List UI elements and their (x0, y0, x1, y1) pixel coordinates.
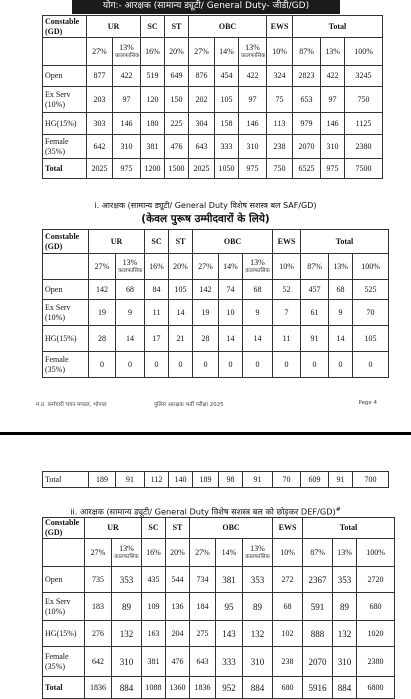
table1-head-constable: Constable (GD) (43, 16, 87, 38)
table1-head-obc: OBC (189, 16, 267, 38)
cell: 457 (301, 280, 329, 300)
cell: 591 (303, 593, 333, 621)
cell: 89 (112, 593, 142, 621)
table1-pct: 27% (189, 38, 215, 66)
cell: 310 (333, 647, 357, 677)
cell: 2380 (357, 647, 395, 677)
footer-left: म.प्र. कर्मचारी चयन मण्डल, भोपाल (36, 402, 107, 408)
cell: 140 (169, 472, 193, 488)
row-label: HG(15%) (43, 621, 85, 647)
table1-pct: 27% (87, 38, 113, 66)
table1-pct: 16% (141, 38, 165, 66)
cell: 680 (273, 677, 303, 699)
cell: 17 (145, 326, 169, 352)
cell: 649 (165, 66, 189, 87)
table1-subnote: कालफासिक (115, 53, 140, 59)
table4-heading-mark: # (335, 506, 341, 513)
cell: 272 (273, 567, 303, 593)
cell: 0 (353, 352, 389, 378)
table2-head-ur: UR (89, 230, 145, 254)
cell: 70 (353, 300, 389, 326)
cell: 163 (142, 621, 166, 647)
cell: 519 (141, 66, 165, 87)
cell: 68 (243, 280, 273, 300)
table1-pct: 14% (215, 38, 239, 66)
cell: 132 (112, 621, 142, 647)
footer-center: पुलिस आरक्षक भर्ती परीक्षा 2025 (154, 402, 224, 408)
cell: 52 (273, 280, 301, 300)
cell: 2380 (345, 135, 383, 159)
cell: 89 (333, 593, 357, 621)
table2-row-female (43, 352, 389, 378)
table1-pct: 13% (321, 38, 345, 66)
table4-pct (112, 539, 142, 567)
table4-pct: 14% (216, 539, 243, 567)
cell: 97 (321, 87, 345, 113)
table2-pct (243, 254, 273, 280)
cell: 120 (141, 87, 165, 113)
table2-head-obc: OBC (193, 230, 273, 254)
cell: 1050 (215, 159, 239, 179)
cell: 884 (112, 677, 142, 699)
table4-heading (0, 504, 411, 518)
cell: 91 (116, 472, 145, 488)
table1-row-hg (43, 113, 383, 135)
cell: 184 (190, 593, 216, 621)
table4-pct (243, 539, 273, 567)
cell: 150 (165, 87, 189, 113)
cell: 0 (89, 352, 116, 378)
cell: 7500 (345, 159, 383, 179)
cell: 158 (215, 113, 239, 135)
table2-pct-value: 13% (250, 258, 265, 267)
table4-pct: 20% (166, 539, 190, 567)
cell: 95 (216, 593, 243, 621)
table1-head-ews: EWS (267, 16, 293, 38)
table4-head-total: Total (303, 518, 395, 539)
cell: 113 (267, 113, 293, 135)
cell: 2025 (87, 159, 113, 179)
cell: 143 (216, 621, 243, 647)
cell: 105 (353, 326, 389, 352)
cell: 525 (353, 280, 389, 300)
cell: 11 (273, 326, 301, 352)
cell: 9 (116, 300, 145, 326)
cell: 422 (321, 66, 345, 87)
cell: 202 (189, 87, 215, 113)
cell: 5916 (303, 677, 333, 699)
table2-pct: 10% (273, 254, 301, 280)
table2-head-ews: EWS (273, 230, 301, 254)
cell: 9 (243, 300, 273, 326)
cell: 975 (321, 159, 345, 179)
cell: 609 (301, 472, 329, 488)
cell: 2025 (189, 159, 215, 179)
cell: 435 (142, 567, 166, 593)
table4-row-exserv (43, 593, 395, 621)
cell: 238 (273, 647, 303, 677)
cell: 876 (189, 66, 215, 87)
row-label: Female (35%) (43, 352, 89, 378)
table1-pct (239, 38, 267, 66)
cell: 3245 (345, 66, 383, 87)
table2-pct: 14% (219, 254, 243, 280)
cell: 353 (333, 567, 357, 593)
cell: 310 (239, 135, 267, 159)
cell: 700 (353, 472, 389, 488)
cell: 381 (141, 135, 165, 159)
cell: 1360 (166, 677, 190, 699)
table1-row-total (43, 159, 383, 179)
cell: 422 (113, 66, 141, 87)
cell: 109 (142, 593, 166, 621)
table4-head-ews: EWS (273, 518, 303, 539)
cell: 98 (219, 472, 243, 488)
row-label: Open (43, 66, 87, 87)
table2-pct-row (43, 254, 389, 280)
cell: 28 (193, 326, 219, 352)
row-label: Ex Serv (10%) (43, 593, 85, 621)
table1-pct: 20% (165, 38, 189, 66)
table2-pct: 100% (353, 254, 389, 280)
table4-head-obc: OBC (190, 518, 273, 539)
cell: 1500 (165, 159, 189, 179)
cell: 14 (116, 326, 145, 352)
table4-subnote: कालफासिक (114, 554, 139, 560)
cell: 180 (141, 113, 165, 135)
row-label: Female (35%) (43, 135, 87, 159)
cell: 888 (303, 621, 333, 647)
cell: 476 (165, 135, 189, 159)
cell: 975 (113, 159, 141, 179)
table4-pct-row (43, 539, 395, 567)
row-label: Ex Serv (10%) (43, 87, 87, 113)
table1-row-exserv (43, 87, 383, 113)
cell: 333 (216, 647, 243, 677)
cell: 142 (89, 280, 116, 300)
table2-subheading: (केवल पुरूष उम्मीदवारों के लिये) (141, 213, 270, 225)
table4 (42, 517, 395, 699)
cell: 14 (219, 326, 243, 352)
page-separator (0, 418, 411, 438)
document-page-2 (0, 438, 411, 691)
table1-pct: 100% (345, 38, 383, 66)
cell: 102 (273, 621, 303, 647)
table4-pct: 87% (303, 539, 333, 567)
table2-row-exserv (43, 300, 389, 326)
cell: 225 (165, 113, 189, 135)
table2-head-sc: SC (145, 230, 169, 254)
cell: 136 (166, 593, 190, 621)
cell: 310 (112, 647, 142, 677)
cell: 0 (273, 352, 301, 378)
cell: 952 (216, 677, 243, 699)
table1-head-st: ST (165, 16, 189, 38)
cell: 1125 (345, 113, 383, 135)
table2-head-st: ST (169, 230, 193, 254)
cell: 1836 (190, 677, 216, 699)
cell: 19 (193, 300, 219, 326)
cell: 544 (166, 567, 190, 593)
table1-head-total: Total (293, 16, 383, 38)
table2-pct-value: 13% (122, 258, 138, 267)
cell: 97 (239, 87, 267, 113)
row-label: Ex Serv (10%) (43, 300, 89, 326)
cell: 735 (85, 567, 112, 593)
cell: 112 (145, 472, 169, 488)
row-label: HG(15%) (43, 113, 87, 135)
cell: 877 (87, 66, 113, 87)
cell: 146 (239, 113, 267, 135)
cell: 84 (145, 280, 169, 300)
cell: 189 (89, 472, 116, 488)
table2-head-total: Total (301, 230, 389, 254)
table4-pct: 100% (357, 539, 395, 567)
cell: 14 (329, 326, 353, 352)
cell: 70 (273, 472, 301, 488)
cell: 353 (243, 567, 273, 593)
cell: 21 (169, 326, 193, 352)
row-label: Total (43, 159, 87, 179)
table2-pct: 13% (329, 254, 353, 280)
cell: 324 (267, 66, 293, 87)
cell: 276 (85, 621, 112, 647)
table4-pct-blank (43, 539, 85, 567)
table2-subnote: कालफासिक (245, 268, 270, 274)
table1-head-sc: SC (141, 16, 165, 38)
cell: 0 (145, 352, 169, 378)
cell: 750 (345, 87, 383, 113)
cell: 142 (193, 280, 219, 300)
cell: 89 (243, 593, 273, 621)
cell: 6525 (293, 159, 321, 179)
cell: 105 (215, 87, 239, 113)
table2-pct: 20% (169, 254, 193, 280)
table4-head-sc: SC (142, 518, 166, 539)
table1-pct (113, 38, 141, 66)
cell: 1200 (141, 159, 165, 179)
cell: 68 (273, 593, 303, 621)
table4-row-female (43, 647, 395, 677)
cell: 91 (301, 326, 329, 352)
cell: 74 (219, 280, 243, 300)
cell: 979 (293, 113, 321, 135)
cell: 680 (357, 593, 395, 621)
table2-row-hg (43, 326, 389, 352)
cell: 0 (219, 352, 243, 378)
table4-head-ur: UR (85, 518, 142, 539)
table4-row-hg (43, 621, 395, 647)
table2-pct-blank (43, 254, 89, 280)
cell: 28 (89, 326, 116, 352)
cell: 642 (87, 135, 113, 159)
table4-head-st: ST (166, 518, 190, 539)
table2-pct: 87% (301, 254, 329, 280)
cell: 643 (190, 647, 216, 677)
cell: 91 (329, 472, 353, 488)
table2-pct (116, 254, 145, 280)
table3-row-total (43, 472, 389, 488)
table1-pct-row (43, 38, 383, 66)
cell: 0 (116, 352, 145, 378)
cell: 9 (329, 300, 353, 326)
table4-pct: 10% (273, 539, 303, 567)
cell: 97 (113, 87, 141, 113)
cell: 1836 (85, 677, 112, 699)
table2-head-constable: Constable (GD) (43, 230, 89, 254)
cell: 1020 (357, 621, 395, 647)
cell: 884 (333, 677, 357, 699)
row-label: Total (43, 472, 89, 488)
table2-heading: i. आरक्षक (सामान्य ड्यूटी/ General Duty विशेष सशस्त्र बल SAF/GD) (94, 201, 317, 210)
cell: 0 (329, 352, 353, 378)
cell: 14 (169, 300, 193, 326)
cell: 68 (329, 280, 353, 300)
row-label: Open (43, 567, 85, 593)
cell: 19 (89, 300, 116, 326)
cell: 68 (116, 280, 145, 300)
cell: 105 (169, 280, 193, 300)
table1 (42, 15, 383, 179)
cell: 381 (142, 647, 166, 677)
table1-row-female (43, 135, 383, 159)
row-label: Female (35%) (43, 647, 85, 677)
cell: 2720 (357, 567, 395, 593)
cell: 1088 (142, 677, 166, 699)
cell: 884 (243, 677, 273, 699)
table4-row-open (43, 567, 395, 593)
cell: 11 (145, 300, 169, 326)
cell: 146 (321, 113, 345, 135)
cell: 189 (193, 472, 219, 488)
cell: 353 (112, 567, 142, 593)
footer-page-number: Page 4 (358, 400, 377, 406)
cell: 310 (321, 135, 345, 159)
cell: 146 (113, 113, 141, 135)
table4-pct: 16% (142, 539, 166, 567)
cell: 476 (166, 647, 190, 677)
row-label: HG(15%) (43, 326, 89, 352)
table3-total (42, 471, 389, 488)
cell: 61 (301, 300, 329, 326)
cell: 642 (85, 647, 112, 677)
table2-subnote: कालफासिक (118, 268, 143, 274)
table1-pct-blank (43, 38, 87, 66)
table2-pct: 27% (193, 254, 219, 280)
table1-head-ur: UR (87, 16, 141, 38)
cell: 333 (215, 135, 239, 159)
table1-pct-value: 13% (245, 43, 260, 52)
cell: 310 (113, 135, 141, 159)
cell: 381 (216, 567, 243, 593)
table2-pct: 16% (145, 254, 169, 280)
cell: 750 (267, 159, 293, 179)
table4-head-constable: Constable (GD) (43, 518, 85, 539)
cell: 303 (87, 113, 113, 135)
cell: 2823 (293, 66, 321, 87)
table1-banner: योग:- आरक्षक (सामान्य ड्यूटी/ General Duty- जीडी/GD) (72, 0, 340, 14)
cell: 310 (243, 647, 273, 677)
cell: 14 (243, 326, 273, 352)
table2 (42, 229, 389, 378)
cell: 0 (243, 352, 273, 378)
cell: 275 (190, 621, 216, 647)
cell: 643 (189, 135, 215, 159)
cell: 132 (243, 621, 273, 647)
page-footer (36, 398, 377, 412)
cell: 975 (239, 159, 267, 179)
cell: 10 (219, 300, 243, 326)
table4-pct-value: 13% (119, 544, 134, 553)
cell: 75 (267, 87, 293, 113)
table2-header-row (43, 230, 389, 254)
table4-pct: 27% (85, 539, 112, 567)
cell: 734 (190, 567, 216, 593)
row-label: Total (43, 677, 85, 699)
cell: 204 (166, 621, 190, 647)
cell: 2070 (303, 647, 333, 677)
table4-pct-value: 13% (250, 544, 265, 553)
table4-heading-text: ii. आरक्षक (सामान्य ड्यूटी/ General Duty विशेष सशस्त्र बल को छोड़कर DEF/GD) (70, 506, 336, 517)
table4-pct: 27% (190, 539, 216, 567)
cell: 183 (85, 593, 112, 621)
cell: 132 (333, 621, 357, 647)
table1-pct-value: 13% (119, 43, 134, 52)
cell: 2070 (293, 135, 321, 159)
cell: 653 (293, 87, 321, 113)
cell: 238 (267, 135, 293, 159)
cell: 304 (189, 113, 215, 135)
table2-pct: 27% (89, 254, 116, 280)
table2-row-open (43, 280, 389, 300)
table1-row-open (43, 66, 383, 87)
cell: 6800 (357, 677, 395, 699)
cell: 454 (215, 66, 239, 87)
row-label: Open (43, 280, 89, 300)
table1-header-row (43, 16, 383, 38)
table4-header-row (43, 518, 395, 539)
table1-subnote: कालफासिक (241, 53, 266, 59)
cell: 2367 (303, 567, 333, 593)
table1-pct: 10% (267, 38, 293, 66)
cell: 0 (301, 352, 329, 378)
cell: 91 (243, 472, 273, 488)
table4-row-total (43, 677, 395, 699)
cell: 0 (193, 352, 219, 378)
cell: 422 (239, 66, 267, 87)
table4-subnote: कालफासिक (245, 554, 270, 560)
table4-pct: 13% (333, 539, 357, 567)
cell: 203 (87, 87, 113, 113)
table1-pct: 87% (293, 38, 321, 66)
cell: 7 (273, 300, 301, 326)
cell: 0 (169, 352, 193, 378)
